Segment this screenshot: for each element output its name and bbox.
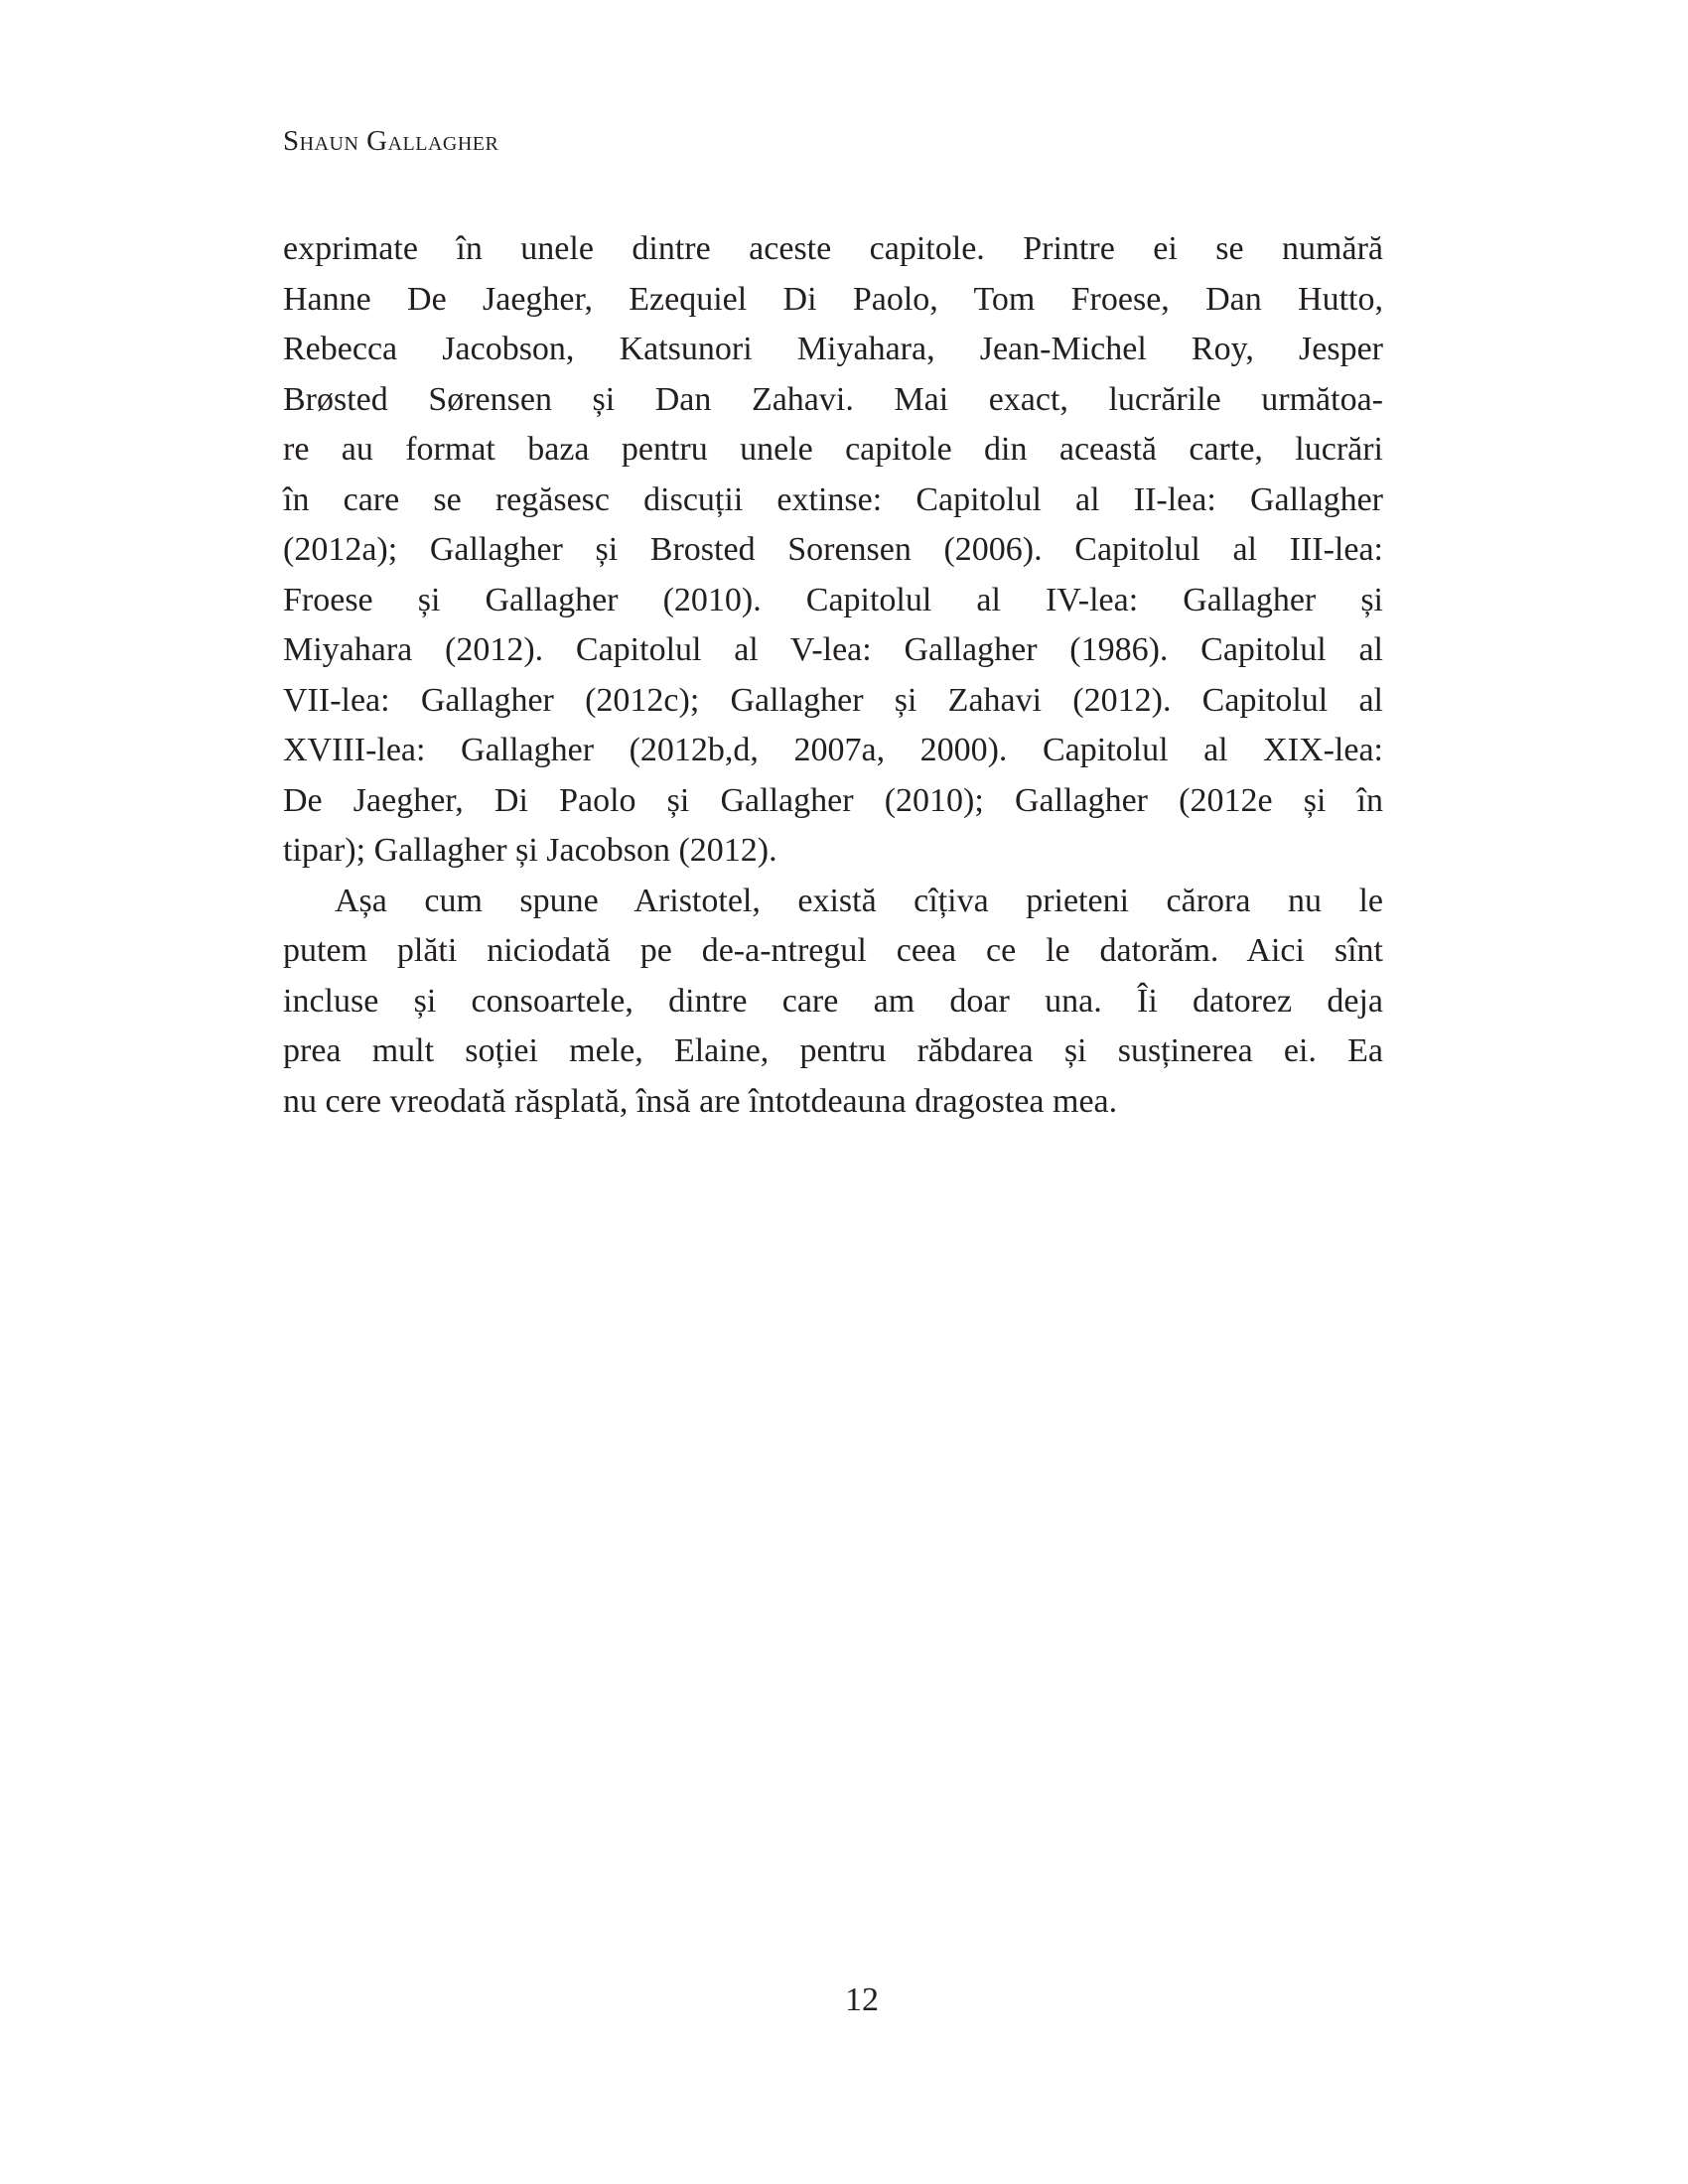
- text-line: Miyahara (2012). Capitolul al V-lea: Gallagher (1986). Capitolul al: [283, 631, 1383, 668]
- text-line: prea mult soției mele, Elaine, pentru răbdarea și susținerea ei. Ea: [283, 1032, 1383, 1069]
- text-line: Brøsted Sørensen și Dan Zahavi. Mai exact, lucrările următoa-: [283, 380, 1383, 418]
- text-line: VII-lea: Gallagher (2012c); Gallagher și Zahavi (2012). Capitolul al: [283, 681, 1383, 719]
- text-line: re au format baza pentru unele capitole din această carte, lucrări: [283, 431, 1383, 468]
- text-line: Hanne De Jaegher, Ezequiel Di Paolo, Tom Froese, Dan Hutto,: [283, 280, 1383, 318]
- paragraph: [283, 224, 1383, 877]
- text-line: XVIII-lea: Gallagher (2012b,d, 2007a, 2000). Capitolul al XIX-lea:: [283, 732, 1383, 768]
- page-number: 12: [845, 1981, 879, 2018]
- text-line: De Jaegher, Di Paolo și Gallagher (2010); Gallagher (2012e și în: [283, 781, 1383, 819]
- body-text: [283, 224, 1383, 1127]
- text-line: putem plăti niciodată pe de-a-ntregul ceea ce le datorăm. Aici sînt: [283, 932, 1383, 969]
- running-head: Shaun Gallagher: [283, 125, 499, 157]
- text-line: exprimate în unele dintre aceste capitole. Printre ei se numără: [283, 230, 1383, 267]
- text-line: nu cere vreodată răsplată, însă are întotdeauna dragostea mea.: [283, 1082, 1118, 1120]
- text-line: în care se regăsesc discuții extinse: Capitolul al II-lea: Gallagher: [283, 480, 1383, 518]
- text-line: incluse și consoartele, dintre care am doar una. Îi datorez deja: [283, 982, 1383, 1020]
- text-line: Rebecca Jacobson, Katsunori Miyahara, Jean-Michel Roy, Jesper: [283, 331, 1383, 367]
- paragraph: [283, 877, 1383, 1128]
- text-line: tipar); Gallagher și Jacobson (2012).: [283, 832, 777, 869]
- text-line: Așa cum spune Aristotel, există cîțiva prieteni cărora nu le: [335, 882, 1383, 919]
- text-line: (2012a); Gallagher și Brosted Sorensen (2006). Capitolul al III-lea:: [283, 531, 1383, 568]
- text-line: Froese și Gallagher (2010). Capitolul al IV-lea: Gallagher și: [283, 581, 1383, 618]
